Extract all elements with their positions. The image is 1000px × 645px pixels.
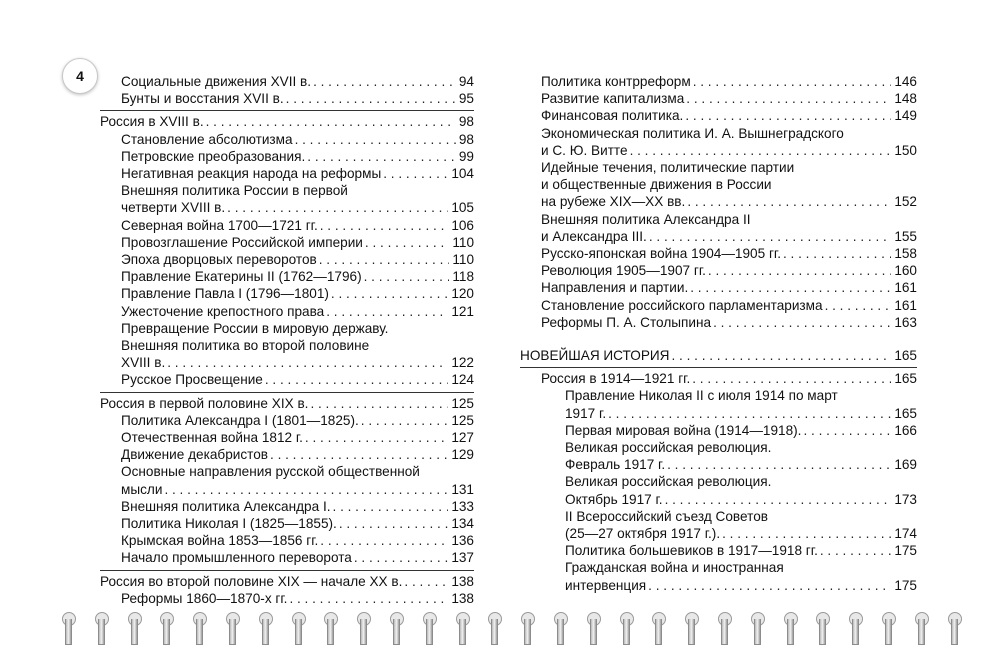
toc-dot-leader <box>268 446 448 463</box>
toc-dot-leader <box>331 498 449 515</box>
toc-entry-page: 165 <box>894 371 917 387</box>
toc-dot-leader <box>324 303 448 320</box>
toc-entry-page: 148 <box>894 91 917 107</box>
toc-entry-title: на рубеже XIX—XX вв. <box>541 194 686 210</box>
binding-ring <box>585 606 601 644</box>
toc-entry[interactable] <box>520 159 917 176</box>
toc-entry-title: Становление абсолютизма <box>121 131 293 147</box>
binding-ring <box>880 606 896 644</box>
toc-dot-leader <box>685 193 891 210</box>
toc-dot-leader <box>305 148 456 165</box>
toc-entry[interactable] <box>100 268 474 285</box>
toc-entry-page: 125 <box>451 412 474 428</box>
toc-entry-title: Политика Николая I (1825—1855). <box>121 516 337 532</box>
section-divider <box>100 392 474 393</box>
toc-entry-page: 173 <box>894 491 917 507</box>
toc-entry[interactable] <box>100 590 474 607</box>
toc-entry-page: 166 <box>894 422 917 438</box>
toc-entry[interactable] <box>520 508 917 525</box>
toc-entry[interactable] <box>520 422 917 439</box>
binding-ring <box>814 606 830 644</box>
toc-dot-leader <box>711 314 891 331</box>
toc-entry[interactable] <box>100 371 474 388</box>
toc-entry-title: НОВЕЙШАЯ ИСТОРИЯ <box>520 348 670 364</box>
toc-entry-title: и общественные движения в России <box>541 177 772 193</box>
toc-entry-page: 150 <box>894 142 917 158</box>
toc-entry[interactable] <box>520 245 917 262</box>
toc-entry-page: 106 <box>451 217 474 233</box>
toc-dot-leader <box>359 412 449 429</box>
toc-entry[interactable] <box>520 73 917 90</box>
section-gap <box>520 331 917 347</box>
toc-entry[interactable] <box>520 297 917 314</box>
toc-entry-title: Правление Екатерины II (1762—1796) <box>121 269 362 285</box>
binding-ring <box>913 606 929 644</box>
toc-entry[interactable] <box>520 314 917 331</box>
toc-entry-title: Правление Павла I (1796—1801) <box>121 286 329 302</box>
toc-dot-leader <box>669 347 891 364</box>
binding-ring <box>388 606 404 644</box>
toc-entry-page: 149 <box>894 108 917 124</box>
toc-entry-page: 124 <box>451 372 474 388</box>
toc-entry-title: Политика Александра I (1801—1825). <box>121 412 359 428</box>
binding-ring <box>93 606 109 644</box>
toc-entry-page: 118 <box>452 269 474 285</box>
toc-entry-title: мысли <box>121 481 163 497</box>
toc-dot-leader <box>688 279 891 296</box>
toc-entry-page: 155 <box>894 228 917 244</box>
toc-entry[interactable] <box>100 165 474 182</box>
toc-dot-leader <box>691 73 892 90</box>
page-number: 4 <box>76 68 84 84</box>
toc-entry[interactable] <box>100 498 474 515</box>
toc-entry-title: Становление российского парламентаризма <box>541 297 823 313</box>
toc-entry-page: 133 <box>451 498 474 514</box>
toc-dot-leader <box>720 525 891 542</box>
toc-entry[interactable] <box>100 199 474 216</box>
toc-dot-leader <box>781 245 891 262</box>
toc-entry[interactable] <box>100 285 474 302</box>
toc-entry-title: (25—27 октября 1917 г.). <box>565 526 721 542</box>
toc-entry[interactable] <box>520 107 917 124</box>
binding-ring <box>618 606 634 644</box>
toc-entry-title: Реформы 1860—1870-х гг. <box>121 590 288 606</box>
toc-entry[interactable] <box>520 125 917 142</box>
toc-entry[interactable] <box>520 439 917 456</box>
toc-right-column <box>520 73 917 594</box>
toc-dot-leader <box>337 515 448 532</box>
toc-entry-title: Эпоха дворцовых переворотов <box>121 252 317 268</box>
binding-ring <box>782 606 798 644</box>
toc-dot-leader <box>293 131 456 148</box>
toc-entry-title: Направления и партии. <box>541 280 689 296</box>
toc-entry[interactable] <box>100 182 474 199</box>
toc-entry-page: 163 <box>894 314 917 330</box>
toc-left-column <box>100 73 474 607</box>
toc-dot-leader <box>663 491 892 508</box>
toc-entry-title: Россия в 1914—1921 гг. <box>541 371 691 387</box>
toc-dot-leader <box>303 429 448 446</box>
toc-entry[interactable] <box>520 228 917 245</box>
toc-entry-page: 175 <box>894 543 917 559</box>
toc-entry[interactable] <box>100 481 474 498</box>
toc-dot-leader <box>647 228 891 245</box>
toc-dot-leader <box>165 354 448 371</box>
toc-entry-title: Гражданская война и иностранная <box>565 560 784 576</box>
toc-entry-title: Русское Просвещение <box>121 372 263 388</box>
toc-dot-leader <box>683 107 891 124</box>
toc-entry-page: 165 <box>894 405 917 421</box>
toc-entry-title: и Александра III. <box>541 228 647 244</box>
binding-ring <box>749 606 765 644</box>
toc-entry-title: Реформы П. А. Столыпина <box>541 314 712 330</box>
toc-entry[interactable] <box>100 217 474 234</box>
binding-ring <box>224 606 240 644</box>
toc-entry-title: Великая российская революция. <box>565 474 772 490</box>
toc-entry[interactable] <box>520 347 917 364</box>
binding-ring <box>486 606 502 644</box>
toc-entry[interactable] <box>520 456 917 473</box>
toc-entry[interactable] <box>520 193 917 210</box>
toc-entry-title: Основные направления русской общественной <box>121 464 420 480</box>
toc-entry[interactable] <box>520 542 917 559</box>
toc-entry[interactable] <box>520 387 917 404</box>
toc-entry[interactable] <box>520 176 917 193</box>
toc-dot-leader <box>823 297 892 314</box>
toc-entry[interactable] <box>520 491 917 508</box>
binding-ring <box>290 606 306 644</box>
toc-entry-title: интервенция <box>565 577 647 593</box>
binding-ring <box>454 606 470 644</box>
toc-entry-page: 146 <box>894 74 917 89</box>
toc-dot-leader <box>706 262 891 279</box>
binding-ring <box>650 606 666 644</box>
toc-entry-page: 131 <box>451 481 474 497</box>
toc-entry[interactable] <box>520 473 917 490</box>
toc-entry-page: 121 <box>451 303 474 319</box>
toc-entry[interactable] <box>100 337 474 354</box>
toc-entry[interactable] <box>100 573 474 590</box>
toc-entry-page: 98 <box>458 114 474 130</box>
toc-dot-leader <box>362 268 450 285</box>
toc-entry-title: Россия в XVIII в. <box>100 114 204 130</box>
toc-dot-leader <box>204 113 456 130</box>
binding-ring <box>355 606 371 644</box>
toc-dot-leader <box>606 405 891 422</box>
toc-entry-page: 136 <box>451 533 474 549</box>
toc-dot-leader <box>311 73 456 90</box>
toc-entry-title: 1917 г. <box>565 405 607 421</box>
toc-entry-page: 174 <box>894 526 917 542</box>
toc-entry-title: Внешняя политика России в первой <box>121 183 348 199</box>
toc-entry[interactable] <box>520 525 917 542</box>
toc-dot-leader <box>329 285 448 302</box>
toc-entry-title: Движение декабристов <box>121 447 269 463</box>
toc-entry-title: Внешняя политика во второй половине <box>121 338 370 354</box>
toc-entry-page: 129 <box>451 447 474 463</box>
toc-dot-leader <box>402 573 448 590</box>
toc-entry-title: Начало промышленного переворота <box>121 550 352 566</box>
toc-entry-page: 99 <box>458 148 474 164</box>
toc-entry[interactable] <box>100 446 474 463</box>
toc-dot-leader <box>317 251 450 268</box>
toc-entry[interactable] <box>100 395 474 412</box>
toc-dot-leader <box>801 422 891 439</box>
toc-entry[interactable] <box>100 320 474 337</box>
toc-dot-leader <box>628 142 892 159</box>
toc-entry-page: 125 <box>451 395 474 411</box>
toc-entry-title: Развитие капитализма <box>541 91 685 107</box>
toc-entry-page: 110 <box>452 234 474 250</box>
toc-entry-title: II Всероссийский съезд Советов <box>565 508 768 524</box>
toc-entry-page: 158 <box>894 246 917 262</box>
toc-dot-leader <box>381 165 448 182</box>
toc-entry-title: и С. Ю. Витте <box>541 142 628 158</box>
toc-entry-page: 137 <box>451 550 474 566</box>
toc-entry-title: Великая российская революция. <box>565 440 772 456</box>
binding-ring <box>421 606 437 644</box>
toc-dot-leader <box>287 590 448 607</box>
toc-entry-title: четверти XVIII в. <box>121 200 226 216</box>
toc-entry-title: Правление Николая II с июля 1914 по март <box>565 388 838 404</box>
section-divider <box>100 110 474 111</box>
toc-entry-page: 110 <box>452 252 474 268</box>
toc-entry[interactable] <box>100 148 474 165</box>
toc-entry[interactable] <box>100 303 474 320</box>
toc-entry[interactable] <box>520 142 917 159</box>
binding-ring <box>126 606 142 644</box>
toc-entry-title: Крымская война 1853—1856 гг. <box>121 533 319 549</box>
toc-entry-title: Превращение России в мировую державу. <box>121 320 389 336</box>
toc-entry-page: 138 <box>451 590 474 606</box>
toc-entry-title: Октябрь 1917 г. <box>565 491 663 507</box>
toc-entry-title: Бунты и восстания XVII в. <box>121 91 284 107</box>
toc-entry-title: Россия в первой половине XIX в. <box>100 395 309 411</box>
binding-ring <box>257 606 273 644</box>
toc-entry-page: 138 <box>451 573 474 589</box>
toc-entry-page: 161 <box>894 280 917 296</box>
toc-entry-title: Революция 1905—1907 гг. <box>541 263 706 279</box>
toc-dot-leader <box>263 371 448 388</box>
toc-dot-leader <box>352 549 448 566</box>
toc-entry[interactable] <box>520 559 917 576</box>
section-divider <box>520 367 917 368</box>
toc-entry-title: Финансовая политика. <box>541 108 684 124</box>
toc-entry-title: Экономическая политика И. А. Вышнеградского <box>541 125 844 141</box>
toc-entry-title: Февраль 1917 г. <box>565 457 666 473</box>
toc-dot-leader <box>284 90 456 107</box>
toc-entry[interactable] <box>100 429 474 446</box>
toc-entry[interactable] <box>520 262 917 279</box>
toc-entry[interactable] <box>100 131 474 148</box>
binding-ring <box>322 606 338 644</box>
toc-entry[interactable] <box>520 577 917 594</box>
toc-entry-page: 98 <box>458 131 474 147</box>
binding-ring <box>158 606 174 644</box>
toc-entry-page: 122 <box>451 355 474 371</box>
toc-entry-page: 104 <box>451 166 474 182</box>
toc-dot-leader <box>363 234 449 251</box>
toc-entry-title: XVIII в. <box>121 355 166 371</box>
toc-dot-leader <box>225 199 448 216</box>
section-divider <box>100 570 474 571</box>
toc-entry-title: Внешняя политика Александра II <box>541 211 751 227</box>
toc-entry[interactable] <box>100 463 474 480</box>
toc-entry[interactable] <box>100 354 474 371</box>
toc-entry-title: Первая мировая война (1914—1918). <box>565 422 802 438</box>
toc-entry-page: 175 <box>894 577 917 593</box>
binding-ring <box>847 606 863 644</box>
binding-ring <box>716 606 732 644</box>
toc-entry[interactable] <box>520 370 917 387</box>
toc-entry-title: Политика большевиков в 1917—1918 гг. <box>565 543 818 559</box>
binding-ring <box>60 606 76 644</box>
binding-ring <box>946 606 962 644</box>
toc-entry[interactable] <box>100 251 474 268</box>
toc-dot-leader <box>318 532 448 549</box>
toc-entry-page: 105 <box>451 200 474 216</box>
toc-entry-page: 120 <box>451 286 474 302</box>
toc-entry[interactable] <box>520 405 917 422</box>
toc-entry[interactable] <box>520 279 917 296</box>
toc-entry-title: Социальные движения XVII в. <box>121 74 312 89</box>
toc-entry[interactable] <box>520 211 917 228</box>
toc-entry[interactable] <box>100 73 474 90</box>
binding-ring <box>552 606 568 644</box>
toc-entry[interactable] <box>520 90 917 107</box>
toc-entry[interactable] <box>100 412 474 429</box>
toc-entry[interactable] <box>100 515 474 532</box>
toc-entry-page: 161 <box>894 297 917 313</box>
toc-dot-leader <box>318 217 449 234</box>
binding-ring <box>683 606 699 644</box>
toc-entry-page: 94 <box>458 74 474 89</box>
toc-entry-page: 152 <box>894 194 917 210</box>
toc-entry-page: 95 <box>458 91 474 107</box>
toc-dot-leader <box>684 90 891 107</box>
toc-entry-title: Политика контрреформ <box>541 74 691 89</box>
toc-entry-title: Россия во второй половине XIX — начале XX в. <box>100 573 403 589</box>
toc-entry-title: Петровские преобразования. <box>121 148 306 164</box>
toc-dot-leader <box>665 456 891 473</box>
toc-entry[interactable] <box>100 113 474 130</box>
toc-entry[interactable] <box>100 234 474 251</box>
toc-entry-title: Русско-японская война 1904—1905 гг. <box>541 246 781 262</box>
toc-entry-title: Отечественная война 1812 г. <box>121 430 303 446</box>
toc-entry-page: 127 <box>451 430 474 446</box>
binding-ring <box>191 606 207 644</box>
toc-dot-leader <box>818 542 891 559</box>
toc-entry-title: Идейные течения, политические партии <box>541 160 795 176</box>
toc-entry-title: Северная война 1700—1721 гг. <box>121 217 318 233</box>
toc-entry-page: 160 <box>894 263 917 279</box>
toc-entry[interactable] <box>100 90 474 107</box>
toc-entry-page: 134 <box>451 516 474 532</box>
toc-entry-title: Негативная реакция народа на реформы <box>121 166 382 182</box>
toc-entry[interactable] <box>100 532 474 549</box>
toc-entry-title: Провозглашение Российской империи <box>121 234 363 250</box>
toc-dot-leader <box>690 370 891 387</box>
spiral-binding <box>60 606 960 644</box>
page-number-badge <box>62 58 98 94</box>
toc-entry-title: Ужесточение крепостного права <box>121 303 325 319</box>
toc-dot-leader <box>308 395 448 412</box>
toc-dot-leader <box>646 577 891 594</box>
toc-entry-page: 169 <box>894 457 917 473</box>
toc-entry[interactable] <box>100 549 474 566</box>
toc-entry-title: Внешняя политика Александра I. <box>121 498 331 514</box>
toc-entry-page: 165 <box>894 348 917 364</box>
binding-ring <box>519 606 535 644</box>
toc-dot-leader <box>162 481 448 498</box>
